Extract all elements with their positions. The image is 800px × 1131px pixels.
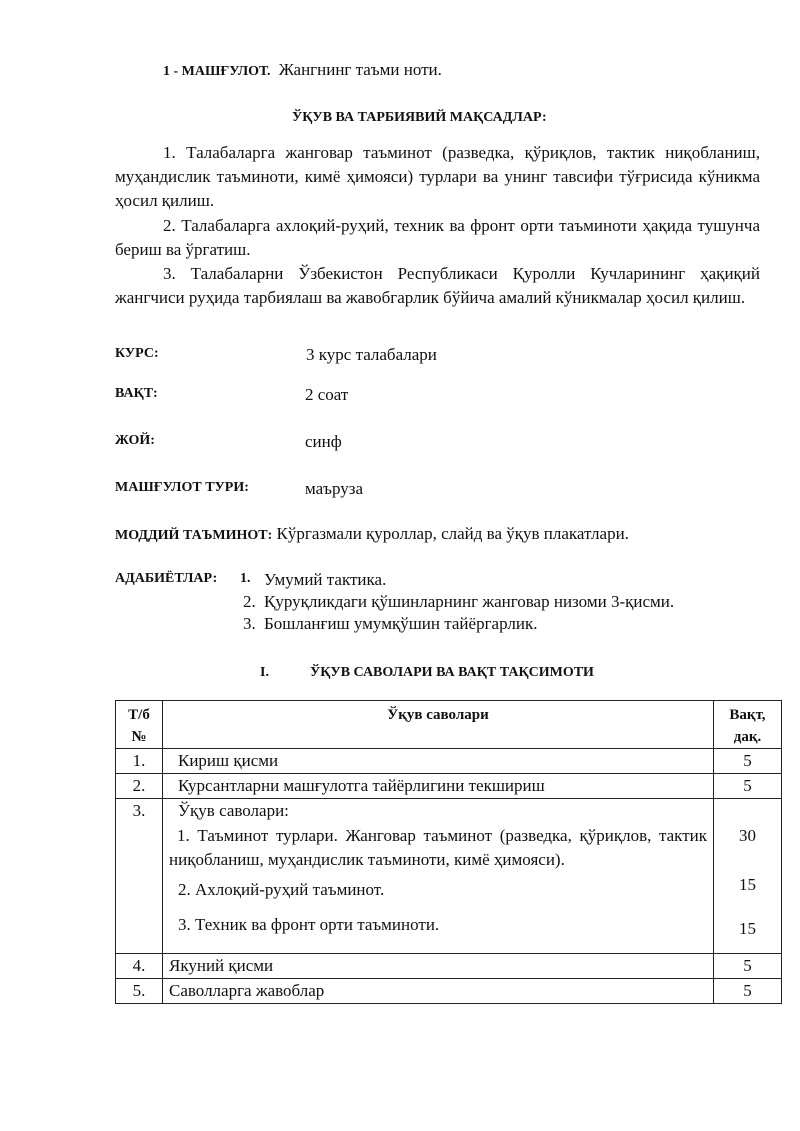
row-text: Кириш қисми (163, 749, 714, 774)
field-value-time: 2 соат (305, 385, 349, 404)
material-value: Кўргазмали қуроллар, слайд ва ўқув плакатлари. (276, 524, 629, 543)
literature-item-3: Бошланғиш умумқўшин тайёргарлик. (264, 614, 538, 633)
row-text: Курсантларни машғулотга тайёрлигини текшириш (163, 774, 714, 799)
row-time: 5 (714, 954, 782, 979)
lesson-label: 1 - МАШҒУЛОТ. (163, 64, 271, 79)
subquestions-title: Ўқув саволари: (178, 801, 289, 820)
field-value-course: 3 курс талабалари (306, 345, 437, 364)
row-time: 5 (714, 749, 782, 774)
field-label-course: КУРС: (115, 346, 159, 361)
field-label-type: МАШҒУЛОТ ТУРИ: (115, 480, 249, 495)
row-num: 4. (116, 954, 163, 979)
table-row (116, 979, 782, 1004)
row-num: 2. (116, 774, 163, 799)
table-header-row (116, 701, 782, 749)
field-value-type: маъруза (305, 479, 364, 498)
row-text-subquestions (163, 799, 714, 954)
goal-item-2: 2. Талабаларга ахлоқий-руҳий, техник ва фронт орти таъминоти ҳақида тушунча бериш ва ўргатиш. (115, 216, 760, 259)
row-time: 5 (714, 774, 782, 799)
lesson-title: Жангнинг таъми ноти. (278, 60, 442, 79)
field-label-time: ВАҚТ: (115, 386, 158, 401)
subquestion-3-time: 15 (739, 919, 756, 938)
field-value-place: синф (305, 432, 342, 451)
table-row (116, 954, 782, 979)
row-num: 5. (116, 979, 163, 1004)
row-time-subquestions (714, 799, 782, 954)
schedule-section-num: I. (260, 665, 269, 680)
row-num: 1. (116, 749, 163, 774)
schedule-table (115, 700, 782, 1004)
goal-item-1: 1. Талабаларга жанговар таъминот (разведка, қўриқлов, тактик ниқобланиш, муҳандислик таъминоти, кимё ҳимояси) турлари ва унинг тавсифи тўғрисида кўникма ҳосил қилиш. (115, 143, 760, 210)
header-questions: Ўқув саволари (163, 701, 714, 749)
row-text: Саволларга жавоблар (163, 979, 714, 1004)
literature-num-1: 1. (240, 571, 251, 586)
header-time: Вақт, дақ. (714, 701, 782, 749)
subquestion-1: 1. Таъминот турлари. Жанговар таъминот (разведка, қўриқлов, тактик ниқобланиш, муҳандислик таъминоти, кимё ҳимояси). (169, 826, 707, 869)
row-text: Якуний қисми (163, 954, 714, 979)
literature-num-2: 2. (243, 592, 256, 611)
subquestion-2: 2. Ахлоқий-руҳий таъминот. (178, 880, 385, 899)
literature-item-1: Умумий тактика. (264, 570, 387, 589)
lesson-title-line (163, 60, 442, 80)
header-num: Т/б № (116, 701, 163, 749)
row-num: 3. (116, 799, 163, 954)
goal-item-3: 3. Талабаларни Ўзбекистон Республикаси Қуролли Кучларининг ҳақиқий жангчиси руҳида тарбиялаш ва жавобгарлик бўйича амалий кўникмалар ҳосил қилиш. (115, 264, 760, 307)
subquestion-3: 3. Техник ва фронт орти таъминоти. (178, 915, 440, 934)
subquestion-2-time: 15 (739, 875, 756, 894)
schedule-heading: ЎҚУВ САВОЛАРИ ВА ВАҚТ ТАҚСИМОТИ (310, 665, 594, 680)
table-row (116, 774, 782, 799)
table-row (116, 749, 782, 774)
table-row (116, 799, 782, 954)
material-label: МОДДИЙ ТАЪМИНОТ: (115, 528, 273, 543)
subquestion-1-time: 30 (739, 826, 756, 845)
material-line (115, 524, 629, 544)
literature-item-2: Қуруқликдаги қўшинларнинг жанговар низоми 3-қисми. (264, 592, 675, 611)
literature-label: АДАБИЁТЛАР: (115, 571, 218, 586)
goals-heading: ЎҚУВ ВА ТАРБИЯВИЙ МАҚСАДЛАР: (292, 110, 547, 125)
literature-num-3: 3. (243, 614, 256, 633)
field-label-place: ЖОЙ: (115, 433, 155, 448)
row-time: 5 (714, 979, 782, 1004)
